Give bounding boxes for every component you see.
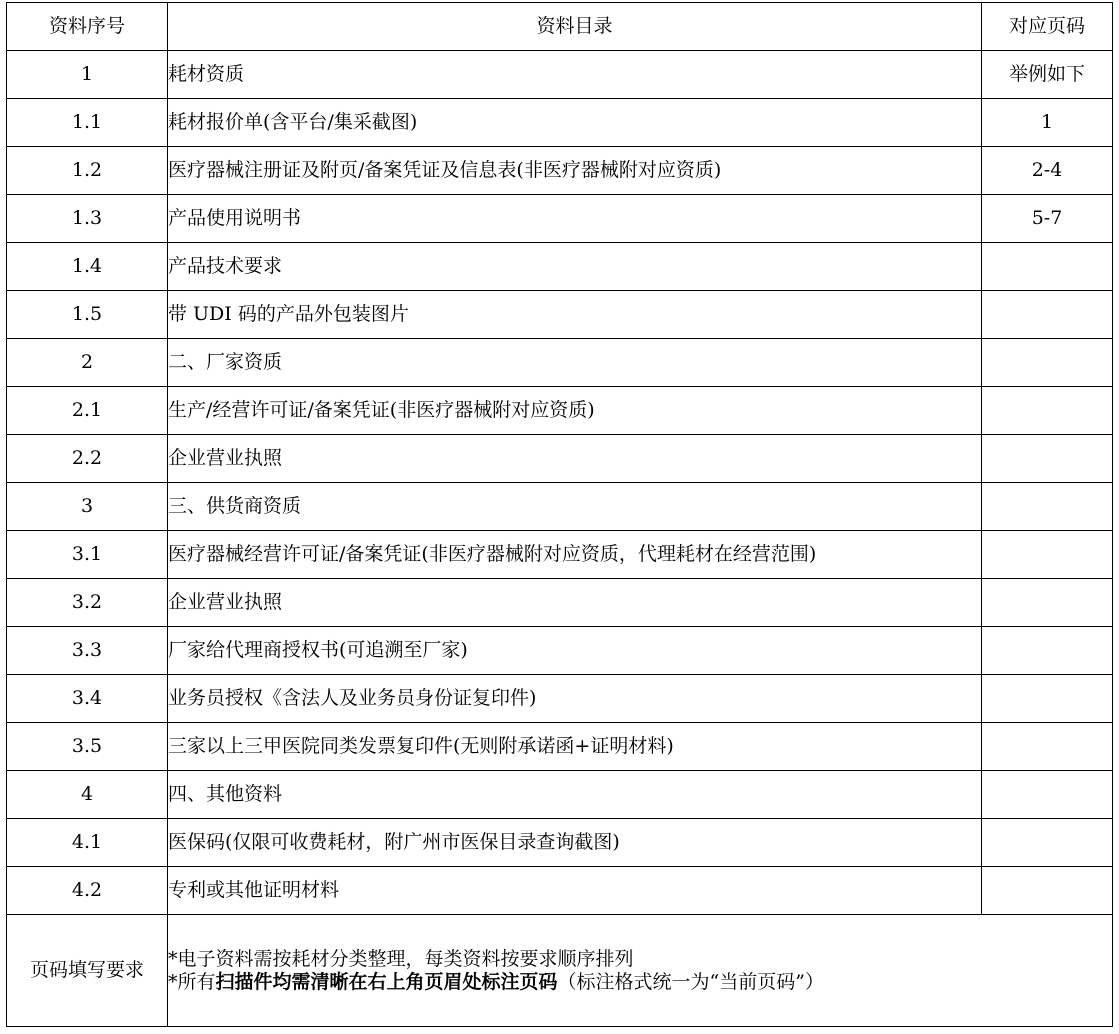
row-page (982, 819, 1113, 867)
row-page (982, 243, 1113, 291)
table-row (7, 147, 1113, 195)
catalog-table (6, 2, 1113, 1027)
row-seq: 3.2 (7, 579, 168, 627)
row-seq: 4.2 (7, 867, 168, 915)
row-title: 生产/经营许可证/备案凭证(非医疗器械附对应资质) (168, 387, 982, 435)
table-row (7, 483, 1113, 531)
footer-note-2-emphasis: 扫描件均需清晰在右上角页眉处标注页码 (215, 970, 558, 993)
footer-notes (168, 915, 1113, 1027)
row-page (982, 867, 1113, 915)
row-seq: 3.1 (7, 531, 168, 579)
table-row (7, 195, 1113, 243)
row-seq: 3.4 (7, 675, 168, 723)
row-seq: 3.5 (7, 723, 168, 771)
row-seq: 3.3 (7, 627, 168, 675)
row-title: 三、供货商资质 (168, 483, 982, 531)
footer-note-2-suffix: （标注格式统一为“当前页码”） (557, 970, 824, 993)
row-title: 专利或其他证明材料 (168, 867, 982, 915)
row-title: 二、厂家资质 (168, 339, 982, 387)
row-page (982, 771, 1113, 819)
table-row (7, 51, 1113, 99)
table-row (7, 819, 1113, 867)
row-title: 四、其他资料 (168, 771, 982, 819)
row-seq: 4.1 (7, 819, 168, 867)
footer-row (7, 915, 1113, 1027)
row-page: 5-7 (982, 195, 1113, 243)
row-title: 医保码(仅限可收费耗材，附广州市医保目录查询截图) (168, 819, 982, 867)
row-page (982, 483, 1113, 531)
table-row (7, 531, 1113, 579)
row-page (982, 435, 1113, 483)
table-row (7, 675, 1113, 723)
row-seq: 1.4 (7, 243, 168, 291)
row-page: 1 (982, 99, 1113, 147)
row-title: 耗材资质 (168, 51, 982, 99)
row-seq: 2.1 (7, 387, 168, 435)
row-page: 2-4 (982, 147, 1113, 195)
table-row (7, 579, 1113, 627)
row-seq: 3 (7, 483, 168, 531)
table-row (7, 339, 1113, 387)
row-seq: 2.2 (7, 435, 168, 483)
row-title: 耗材报价单(含平台/集采截图) (168, 99, 982, 147)
row-title: 医疗器械注册证及附页/备案凭证及信息表(非医疗器械附对应资质) (168, 147, 982, 195)
row-page (982, 675, 1113, 723)
row-title: 厂家给代理商授权书(可追溯至厂家) (168, 627, 982, 675)
row-seq: 4 (7, 771, 168, 819)
table-row (7, 99, 1113, 147)
table-row (7, 435, 1113, 483)
footer-note-2-prefix: *所有 (168, 970, 216, 993)
row-seq: 1.3 (7, 195, 168, 243)
row-page (982, 723, 1113, 771)
header-page: 对应页码 (982, 3, 1113, 51)
row-title: 带 UDI 码的产品外包装图片 (168, 291, 982, 339)
row-seq: 1.2 (7, 147, 168, 195)
row-page: 举例如下 (982, 51, 1113, 99)
table-row (7, 723, 1113, 771)
row-seq: 1 (7, 51, 168, 99)
table-row (7, 243, 1113, 291)
row-title: 企业营业执照 (168, 435, 982, 483)
row-page (982, 291, 1113, 339)
table-row (7, 867, 1113, 915)
table-row (7, 771, 1113, 819)
row-page (982, 339, 1113, 387)
row-title: 三家以上三甲医院同类发票复印件(无则附承诺函+证明材料) (168, 723, 982, 771)
header-row (7, 3, 1113, 51)
header-catalog: 资料目录 (168, 3, 982, 51)
table-row (7, 291, 1113, 339)
table-row (7, 387, 1113, 435)
footer-note-1: *电子资料需按耗材分类整理，每类资料按要求顺序排列 (168, 947, 634, 970)
footer-note-2 (168, 971, 1112, 994)
row-page (982, 627, 1113, 675)
row-seq: 1.5 (7, 291, 168, 339)
row-title: 企业营业执照 (168, 579, 982, 627)
row-seq: 2 (7, 339, 168, 387)
row-seq: 1.1 (7, 99, 168, 147)
row-title: 产品使用说明书 (168, 195, 982, 243)
row-page (982, 387, 1113, 435)
row-page (982, 531, 1113, 579)
row-title: 业务员授权《含法人及业务员身份证复印件) (168, 675, 982, 723)
table-row (7, 627, 1113, 675)
header-seq: 资料序号 (7, 3, 168, 51)
row-page (982, 579, 1113, 627)
row-title: 产品技术要求 (168, 243, 982, 291)
footer-label: 页码填写要求 (7, 915, 168, 1027)
row-title: 医疗器械经营许可证/备案凭证(非医疗器械附对应资质，代理耗材在经营范围) (168, 531, 982, 579)
